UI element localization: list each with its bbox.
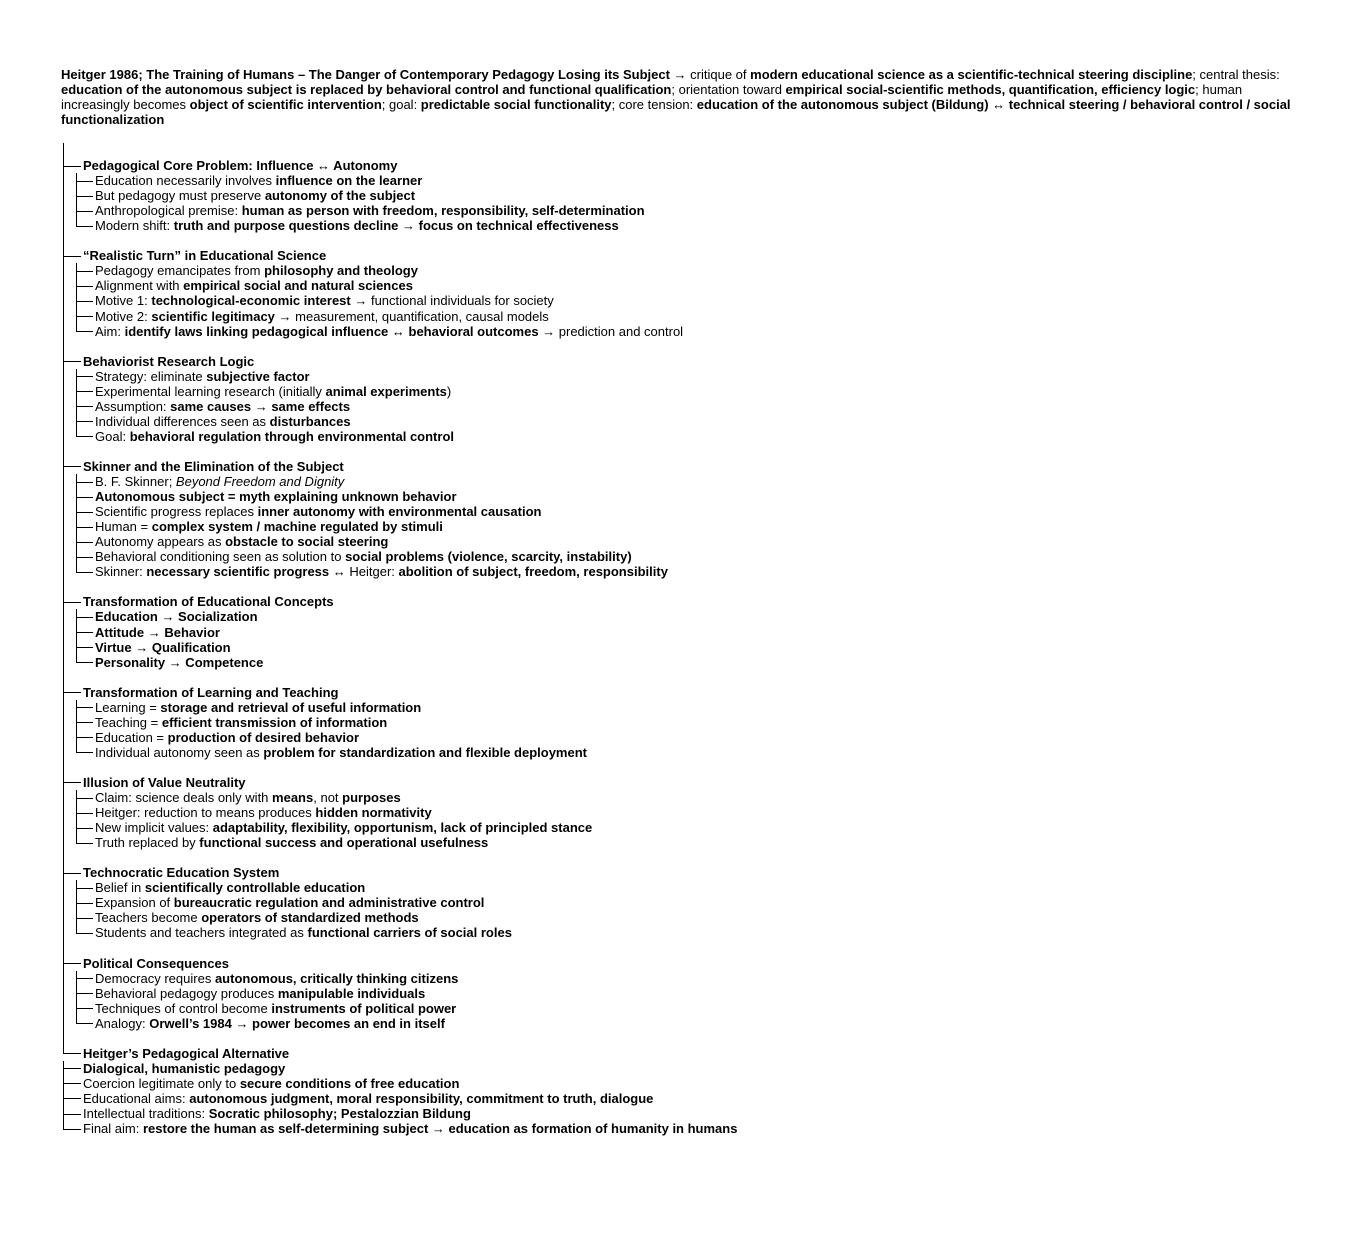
tree-connector (76, 557, 93, 558)
text-run: Individual autonomy seen as (95, 744, 264, 760)
outline-tree (61, 143, 1291, 1136)
tree-connector (63, 203, 64, 218)
tree-connector (63, 166, 81, 167)
tree-connector (76, 211, 93, 212)
list-item (61, 895, 1291, 910)
text-run: Behavioral pedagogy produces (95, 985, 278, 1001)
section-title: Behaviorist Research Logic (83, 353, 255, 369)
text-run: secure conditions of free education (239, 1075, 460, 1091)
text-run: Educational aims: (83, 1090, 190, 1106)
text-run: Expansion of (95, 895, 174, 911)
text-run: Claim: science deals only with (95, 790, 273, 806)
tree-connector (63, 835, 64, 850)
tree-connector (76, 406, 93, 407)
text-run: influence on the learner (275, 173, 423, 189)
tree-connector (76, 918, 93, 919)
tree-connector (76, 632, 93, 633)
tree-connector (76, 1023, 93, 1024)
text-run: Teaching = (95, 714, 162, 730)
list-item (61, 1001, 1291, 1016)
tree-connector (63, 880, 64, 895)
tree-connector (76, 482, 93, 483)
tree-connector (76, 181, 93, 182)
text-run: scientifically controllable education (144, 880, 366, 896)
list-item (61, 429, 1291, 444)
text-run: operators of standardized methods (201, 910, 419, 926)
tree-connector (63, 339, 64, 354)
text-run: Behavioral conditioning seen as solution to (95, 549, 346, 565)
text-run: B. F. Skinner; (95, 474, 176, 490)
tree-connector (63, 745, 64, 760)
tree-connector (76, 436, 93, 437)
tree-connector (76, 722, 93, 723)
text-run: Heitger: reduction to means produces (95, 805, 316, 821)
tree-connector (63, 940, 64, 955)
tree-connector (63, 670, 64, 685)
tree-connector (63, 655, 64, 670)
text-run: empirical social and natural sciences (183, 278, 413, 294)
list-item (61, 745, 1291, 760)
tree-connector (63, 1098, 81, 1099)
tree-connector (63, 1083, 81, 1084)
tree-connector (63, 519, 64, 534)
list-item (61, 1076, 1291, 1091)
text-run: Pedagogy emancipates from (95, 263, 265, 279)
list-item (61, 835, 1291, 850)
tree-connector (63, 609, 64, 624)
text-run: Goal: (95, 428, 130, 444)
list-item (61, 1061, 1291, 1076)
text-run: autonomous, critically thinking citizens (214, 970, 459, 986)
text-run: Intellectual traditions: (83, 1106, 209, 1121)
list-item (61, 263, 1291, 278)
list-item (61, 730, 1291, 745)
text-run: storage and retrieval of useful information (160, 699, 422, 715)
text-run: necessary scientific progress (146, 564, 330, 580)
tree-connector (63, 466, 81, 467)
list-item (61, 399, 1291, 414)
tree-connector (63, 963, 81, 964)
section-title: Pedagogical Core Problem: Influence ↔ Autonomy (83, 158, 398, 174)
list-item (61, 369, 1291, 384)
list-item (61, 880, 1291, 895)
tree-connector (76, 617, 93, 618)
list-item (61, 519, 1291, 534)
tree-connector (63, 895, 64, 910)
text-run: technological-economic interest (151, 293, 351, 309)
list-item (61, 549, 1291, 564)
tree-connector (63, 474, 64, 489)
tree-connector (63, 1031, 64, 1046)
text-run: philosophy and theology (264, 263, 418, 279)
header-segment: object of scientific intervention (189, 97, 382, 112)
text-run: functional carriers of social roles (307, 925, 512, 941)
text-run: Assumption: (95, 398, 171, 414)
section-title-line (61, 685, 1291, 700)
tree-connector (63, 730, 64, 745)
tree-connector (63, 361, 81, 362)
text-run: Dialogical, humanistic pedagogy (83, 1060, 286, 1076)
text-run: ↔ Heitger: (329, 564, 399, 580)
tree-connector (63, 1053, 81, 1054)
header-segment: → critique of (669, 67, 751, 82)
list-item (61, 625, 1291, 640)
text-run: instruments of political power (271, 1000, 457, 1016)
text-run: Belief in (95, 880, 145, 896)
tree-connector (63, 971, 64, 986)
text-run: adaptability, flexibility, opportunism, lack of principled stance (212, 820, 593, 836)
tree-connector (63, 256, 81, 257)
text-run: efficient transmission of information (161, 714, 388, 730)
text-run: truth and purpose questions decline → focus on technical effectiveness (173, 218, 619, 234)
tree-connector (76, 542, 93, 543)
tree-connector (63, 1016, 64, 1031)
text-run: Modern shift: (95, 218, 174, 234)
section-title-line (61, 594, 1291, 609)
list-item (61, 820, 1291, 835)
text-run: same causes → same effects (170, 398, 351, 414)
text-run: animal experiments (325, 383, 447, 399)
text-run: Scientific progress replaces (95, 504, 258, 520)
text-run: Virtue → Qualification (95, 639, 231, 655)
header-segment: ; orientation toward (671, 82, 786, 97)
text-run: social problems (violence, scarcity, instability) (345, 549, 632, 565)
tree-connector (63, 489, 64, 504)
text-run: purposes (342, 790, 401, 806)
tree-connector (63, 910, 64, 925)
tree-connector (63, 1129, 81, 1130)
text-run: Learning = (95, 699, 161, 715)
text-run: Human = (95, 519, 152, 535)
tree-connector (63, 1046, 64, 1054)
list-item (61, 474, 1291, 489)
tree-connector (63, 1114, 81, 1115)
tree-connector (76, 196, 93, 197)
header-segment: empirical social-scientific methods, quantification, efficiency logic (785, 82, 1196, 97)
tree-connector (63, 293, 64, 308)
tree-connector (76, 421, 93, 422)
text-run: production of desired behavior (167, 729, 360, 745)
text-run: → measurement, quantification, causal models (274, 308, 549, 324)
text-run: Education necessarily involves (95, 173, 276, 189)
tree-connector (63, 715, 64, 730)
tree-connector (76, 391, 93, 392)
list-item (61, 173, 1291, 188)
section-title-line (61, 459, 1291, 474)
header-segment: education of the autonomous subject (Bildung) ↔ technical steering / behavioral control / social functionalization (61, 97, 1291, 127)
tree-connector (76, 331, 93, 332)
header-segment: predictable social functionality (420, 97, 612, 112)
list-item (61, 971, 1291, 986)
text-run: → functional individuals for society (350, 293, 554, 309)
tree-connector (76, 564, 77, 572)
tree-connector (76, 324, 77, 332)
section-title: “Realistic Turn” in Educational Science (83, 248, 327, 264)
section-title-line (61, 956, 1291, 971)
text-run: inner autonomy with environmental causation (257, 504, 542, 520)
section-title-line (61, 248, 1291, 263)
tree-connector (76, 286, 93, 287)
tree-connector (63, 218, 64, 233)
header-segment: modern educational science as a scientific-technical steering discipline (750, 67, 1193, 82)
list-item (61, 986, 1291, 1001)
tree-connector (76, 572, 93, 573)
text-run: hidden normativity (315, 805, 432, 821)
text-run: Teachers become (95, 910, 202, 926)
tree-connector (76, 527, 93, 528)
text-run: Skinner: (95, 564, 147, 580)
tree-connector (63, 1001, 64, 1016)
tree-connector (63, 549, 64, 564)
tree-connector (63, 700, 64, 715)
text-run: complex system / machine regulated by stimuli (151, 519, 443, 535)
tree-connector (76, 316, 93, 317)
text-run: Education → Socialization (95, 609, 258, 625)
text-run: Coercion legitimate only to (83, 1075, 240, 1091)
section-title-line (61, 158, 1291, 173)
text-run: Motive 2: (95, 308, 152, 324)
tree-connector (63, 782, 81, 783)
section-title: Skinner and the Elimination of the Subject (83, 458, 344, 474)
list-item (61, 188, 1291, 203)
tree-connector (76, 512, 93, 513)
list-item (61, 805, 1291, 820)
text-run: Techniques of control become (95, 1000, 272, 1016)
tree-connector (76, 798, 93, 799)
text-run: New implicit values: (95, 820, 213, 836)
section-title: Illusion of Value Neutrality (83, 774, 246, 790)
list-item (61, 218, 1291, 233)
header-segment: ; central thesis: (1192, 67, 1280, 82)
tree-connector (63, 143, 64, 158)
section-title: Political Consequences (83, 955, 229, 971)
tree-connector (63, 324, 64, 339)
text-run: Truth replaced by (95, 835, 200, 851)
text-run: Individual differences seen as (95, 413, 270, 429)
tree-connector (63, 640, 64, 655)
text-run: Final aim: (83, 1121, 143, 1137)
text-run: Strategy: eliminate (95, 368, 207, 384)
text-run: Analogy: (95, 1015, 150, 1031)
tree-connector (63, 173, 64, 188)
list-item (61, 925, 1291, 940)
list-item (61, 489, 1291, 504)
text-run: Socratic philosophy; Pestalozzian Bildung (208, 1106, 471, 1121)
header-segment: Heitger 1986; The Training of Humans – The Danger of Contemporary Pedagogy Losing its Subject (61, 67, 670, 82)
tree-connector (76, 301, 93, 302)
tree-connector (63, 309, 64, 324)
list-item (61, 414, 1291, 429)
text-run: scientific legitimacy (151, 308, 275, 324)
tree-connector (63, 873, 81, 874)
tree-connector (76, 497, 93, 498)
text-run: Experimental learning research (initially (95, 383, 326, 399)
list-item (61, 1121, 1291, 1136)
text-run: Aim: (95, 323, 125, 339)
header-segment: ; goal: (381, 97, 421, 112)
section-title: Technocratic Education System (83, 865, 280, 881)
list-item (61, 1016, 1291, 1031)
text-run: behavioral regulation through environmental control (129, 428, 454, 444)
list-item (61, 1091, 1291, 1106)
list-item (61, 309, 1291, 324)
tree-connector (76, 226, 93, 227)
list-item (61, 700, 1291, 715)
section-title: Transformation of Learning and Teaching (83, 684, 339, 700)
section-title-line (61, 775, 1291, 790)
tree-connector (76, 647, 93, 648)
tree-connector (76, 933, 93, 934)
tree-connector (76, 903, 93, 904)
tree-connector (63, 1121, 64, 1129)
tree-connector (63, 820, 64, 835)
tree-connector (63, 534, 64, 549)
list-item (61, 715, 1291, 730)
text-run: Autonomous subject = myth explaining unknown behavior (95, 489, 457, 505)
text-run: → prediction and control (538, 323, 684, 339)
section-title: Transformation of Educational Concepts (83, 594, 334, 610)
tree-connector (76, 752, 93, 753)
tree-connector (63, 986, 64, 1001)
tree-connector (63, 692, 81, 693)
text-run: , not (313, 790, 343, 806)
tree-connector (63, 414, 64, 429)
text-run: subjective factor (206, 368, 310, 384)
section-title: Heitger’s Pedagogical Alternative (83, 1045, 290, 1061)
list-item (61, 324, 1291, 339)
list-item (61, 564, 1291, 579)
header-segment: ; core tension: (611, 97, 697, 112)
tree-connector (63, 579, 64, 594)
list-item (61, 504, 1291, 519)
list-item (61, 790, 1291, 805)
text-run: Motive 1: (95, 293, 152, 309)
tree-connector (76, 271, 93, 272)
text-run: Personality → Competence (95, 654, 264, 670)
list-item (61, 640, 1291, 655)
tree-connector (76, 835, 77, 843)
tree-connector (76, 843, 93, 844)
text-run: ) (446, 383, 452, 399)
tree-connector (63, 384, 64, 399)
header-segment: education of the autonomous subject is replaced by behavioral control and functional qualification (61, 82, 672, 97)
text-run: But pedagogy must preserve (95, 188, 265, 204)
text-run: Democracy requires (95, 970, 215, 986)
text-run: Orwell’s 1984 → power becomes an end in itself (149, 1015, 445, 1031)
text-run: bureaucratic regulation and administrative control (173, 895, 485, 911)
text-run: Students and teachers integrated as (95, 925, 308, 941)
tree-connector (63, 564, 64, 579)
tree-connector (76, 1008, 93, 1009)
tree-connector (63, 444, 64, 459)
tree-connector (63, 1068, 81, 1069)
tree-connector (63, 278, 64, 293)
list-item (61, 293, 1291, 308)
tree-connector (76, 429, 77, 437)
tree-connector (76, 662, 93, 663)
tree-connector (63, 925, 64, 940)
text-run: disturbances (269, 413, 351, 429)
section-title-line (61, 865, 1291, 880)
tree-connector (63, 850, 64, 865)
tree-connector (63, 399, 64, 414)
list-item (61, 609, 1291, 624)
tree-connector (76, 745, 77, 753)
tree-connector (76, 737, 93, 738)
tree-connector (63, 369, 64, 384)
tree-connector (76, 218, 77, 226)
list-item (61, 384, 1291, 399)
tree-connector (63, 625, 64, 640)
tree-connector (76, 828, 93, 829)
text-run: manipulable individuals (277, 985, 426, 1001)
list-item (61, 534, 1291, 549)
tree-connector (63, 263, 64, 278)
text-run: functional success and operational usefulness (199, 835, 489, 851)
tree-connector (76, 888, 93, 889)
text-run: Attitude → Behavior (95, 624, 220, 640)
document-header (61, 67, 1291, 127)
document-page (61, 67, 1291, 1136)
tree-connector (63, 805, 64, 820)
text-run: obstacle to social steering (225, 534, 389, 550)
tree-connector (63, 602, 81, 603)
list-item (61, 278, 1291, 293)
text-run: means (272, 790, 314, 806)
tree-connector (76, 813, 93, 814)
tree-connector (76, 993, 93, 994)
tree-connector (63, 233, 64, 248)
list-item (61, 910, 1291, 925)
text-run: Autonomy appears as (95, 534, 226, 550)
tree-connector (63, 504, 64, 519)
tree-connector (76, 925, 77, 933)
text-run: problem for standardization and flexible deployment (263, 744, 587, 760)
text-run: Beyond Freedom and Dignity (175, 474, 345, 490)
tree-connector (76, 978, 93, 979)
text-run: Education = (95, 729, 168, 745)
list-item (61, 1106, 1291, 1121)
list-item (61, 655, 1291, 670)
tree-connector (63, 188, 64, 203)
text-run: autonomous judgment, moral responsibility, commitment to truth, dialogue (189, 1090, 654, 1106)
tree-connector (63, 790, 64, 805)
list-item (61, 203, 1291, 218)
text-run: restore the human as self-determining subject → education as formation of humanity in humans (142, 1121, 738, 1137)
tree-connector (76, 376, 93, 377)
tree-connector (63, 429, 64, 444)
tree-connector (76, 655, 77, 663)
tree-connector (76, 707, 93, 708)
text-run: Anthropological premise: (95, 203, 242, 219)
tree-connector (76, 1016, 77, 1024)
text-run: Alignment with (95, 278, 184, 294)
text-run: human as person with freedom, responsibility, self-determination (241, 203, 645, 219)
tree-connector (63, 760, 64, 775)
section-title-line (61, 354, 1291, 369)
section-title-line (61, 1046, 1291, 1061)
text-run: identify laws linking pedagogical influence ↔ behavioral outcomes (124, 323, 539, 339)
header-segment: ; human increasingly becomes (61, 82, 1243, 112)
text-run: abolition of subject, freedom, responsibility (398, 564, 668, 580)
text-run: autonomy of the subject (264, 188, 416, 204)
